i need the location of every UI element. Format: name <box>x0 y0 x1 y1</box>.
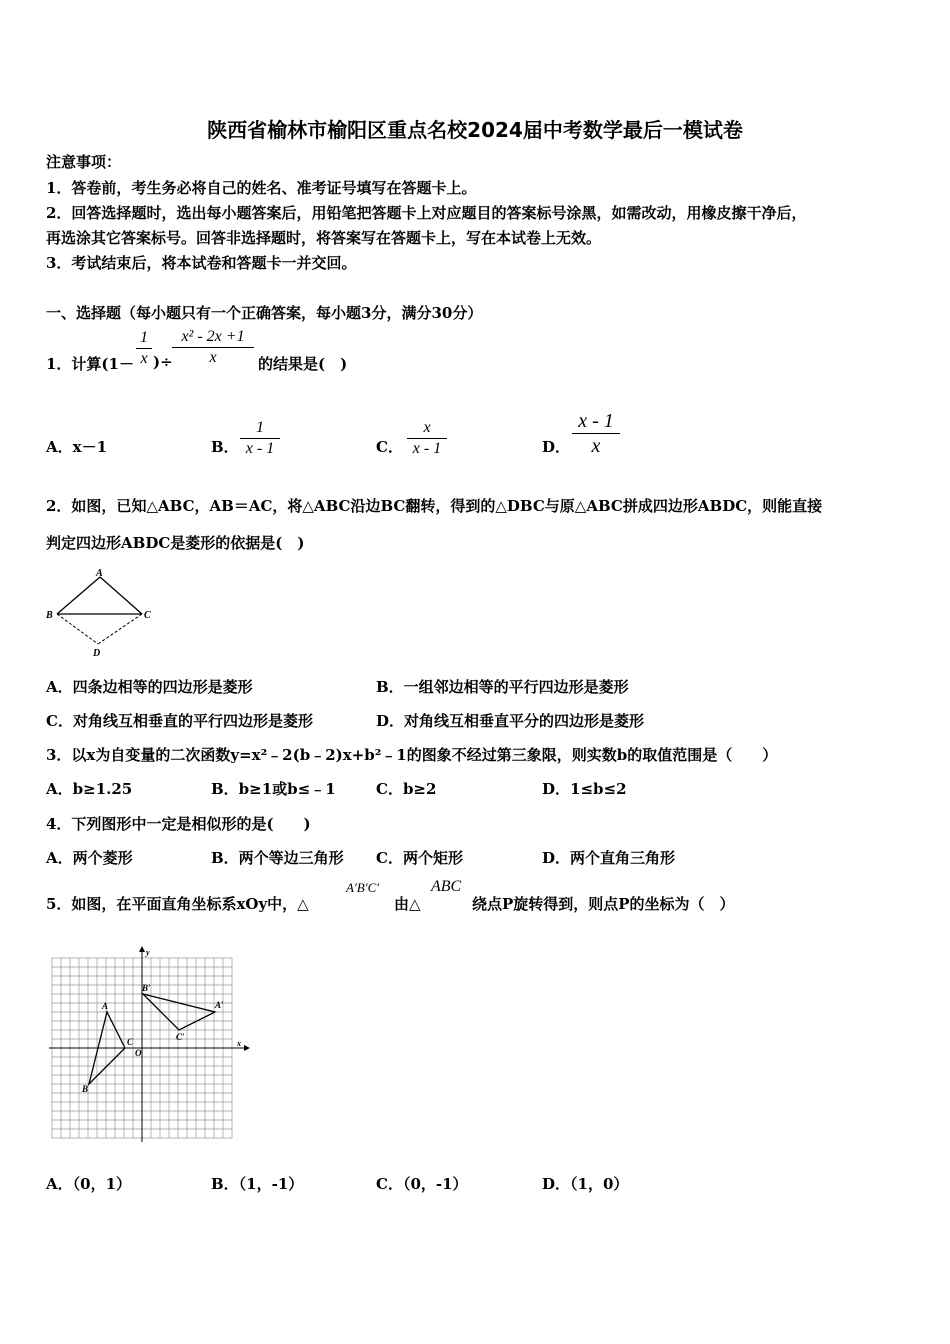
label-b-prime: B′ <box>142 983 151 993</box>
notice-item: 再选涂其它答案标号。回答非选择题时，将答案写在答题卡上，写在本试卷上无效。 <box>46 229 602 247</box>
numerator: x - 1 <box>578 410 614 432</box>
label-c-prime: C′ <box>176 1032 185 1042</box>
denominator: x - 1 <box>245 440 275 457</box>
q3-option-d[interactable]: D．1≤b≤2 <box>542 780 627 798</box>
q1-suffix: 的结果是( ) <box>258 355 348 373</box>
q1-option-a[interactable]: A．x－1 <box>46 438 108 456</box>
q2-text: 判定四边形ABDC是菱形的依据是( ) <box>46 534 305 552</box>
q4-option-a[interactable]: A．两个菱形 <box>46 849 133 867</box>
q5-symbol-abc: ABC <box>431 878 462 895</box>
axis-x-label: x <box>237 1039 241 1048</box>
q1-option-c-fraction <box>407 420 447 457</box>
q1-option-b-fraction <box>240 420 280 457</box>
q5-text: 5．如图，在平面直角坐标系xOy中，△ <box>46 895 309 913</box>
q5-option-b[interactable]: B．（1，-1） <box>211 1175 304 1193</box>
notice-item: 1．答卷前，考生务必将自己的姓名、准考证号填写在答题卡上。 <box>46 179 477 197</box>
q2-option-a[interactable]: A．四条边相等的四边形是菱形 <box>46 678 253 696</box>
coordinate-grid-figure <box>44 944 254 1149</box>
q1-fraction-2 <box>172 329 254 366</box>
rhombus-figure <box>40 564 170 664</box>
q5-option-a[interactable]: A．（0，1） <box>46 1175 132 1193</box>
q5-text: 由△ <box>394 895 421 913</box>
q1-option-d-fraction <box>572 411 620 456</box>
q2-option-d[interactable]: D．对角线互相垂直平分的四边形是菱形 <box>376 712 645 730</box>
q1-mid: )÷ <box>153 353 173 371</box>
denominator: x - 1 <box>412 440 442 457</box>
numerator: 1 <box>140 329 148 346</box>
label-b: B <box>46 610 53 621</box>
numerator: x² - 2x +1 <box>181 328 245 345</box>
label-a-prime: A′ <box>215 1000 224 1010</box>
q5-option-d[interactable]: D．（1，0） <box>542 1175 629 1193</box>
axis-y-label: y <box>146 948 150 957</box>
q3-option-b[interactable]: B．b≥1或b≤﹣1 <box>211 780 336 798</box>
label-c: C <box>144 610 151 621</box>
q1-option-b-label[interactable]: B． <box>211 438 239 456</box>
q4-option-d[interactable]: D．两个直角三角形 <box>542 849 676 867</box>
notice-heading: 注意事项： <box>46 153 122 171</box>
q5-symbol-a1b1c1: A′B′C′ <box>346 880 380 895</box>
denominator: x <box>209 349 217 366</box>
q1-prefix: 1．计算(1－ <box>46 355 134 373</box>
q2-option-c[interactable]: C．对角线互相垂直的平行四边形是菱形 <box>46 712 313 730</box>
q5-text: 绕点P旋转得到，则点P的坐标为（ ） <box>472 895 735 913</box>
origin-label: O <box>135 1048 142 1058</box>
denominator: x <box>591 435 601 457</box>
notice-item: 3．考试结束后，将本试卷和答题卡一并交回。 <box>46 254 357 272</box>
q3-text: 3．以x为自变量的二次函数y=x²﹣2(b﹣2)x+b²﹣1的图象不经过第三象限，则实数b的取值范围是（ ） <box>46 746 778 764</box>
label-a: A <box>102 1001 109 1011</box>
label-b: B <box>82 1084 89 1094</box>
q5-option-c[interactable]: C．（0，-1） <box>376 1175 468 1193</box>
numerator: 1 <box>256 419 264 436</box>
notice-item: 2．回答选择题时，选出每小题答案后，用铅笔把答题卡上对应题目的答案标号涂黑，如需改动，用橡皮擦干净后， <box>46 204 807 222</box>
page-title: 陕西省榆林市榆阳区重点名校2024届中考数学最后一模试卷 <box>207 118 743 142</box>
q4-option-b[interactable]: B．两个等边三角形 <box>211 849 344 867</box>
q2-text: 2．如图，已知△ABC，AB＝AC，将△ABC沿边BC翻转，得到的△DBC与原△ABC拼成四边形ABDC，则能直接 <box>46 497 823 515</box>
q2-option-b[interactable]: B．一组邻边相等的平行四边形是菱形 <box>376 678 629 696</box>
section-heading: 一、选择题（每小题只有一个正确答案，每小题3分，满分30分） <box>46 304 483 322</box>
label-c: C <box>127 1037 134 1047</box>
label-a: A <box>96 568 103 579</box>
label-d: D <box>93 648 101 659</box>
denominator: x <box>140 350 148 367</box>
q4-text: 4．下列图形中一定是相似形的是( ) <box>46 815 311 833</box>
q3-option-a[interactable]: A．b≥1.25 <box>46 780 133 798</box>
q4-option-c[interactable]: C．两个矩形 <box>376 849 463 867</box>
q1-fraction-1 <box>136 330 152 367</box>
q3-option-c[interactable]: C．b≥2 <box>376 780 437 798</box>
numerator: x <box>423 419 431 436</box>
q1-option-d-label[interactable]: D． <box>542 438 571 456</box>
q1-option-c-label[interactable]: C． <box>376 438 403 456</box>
